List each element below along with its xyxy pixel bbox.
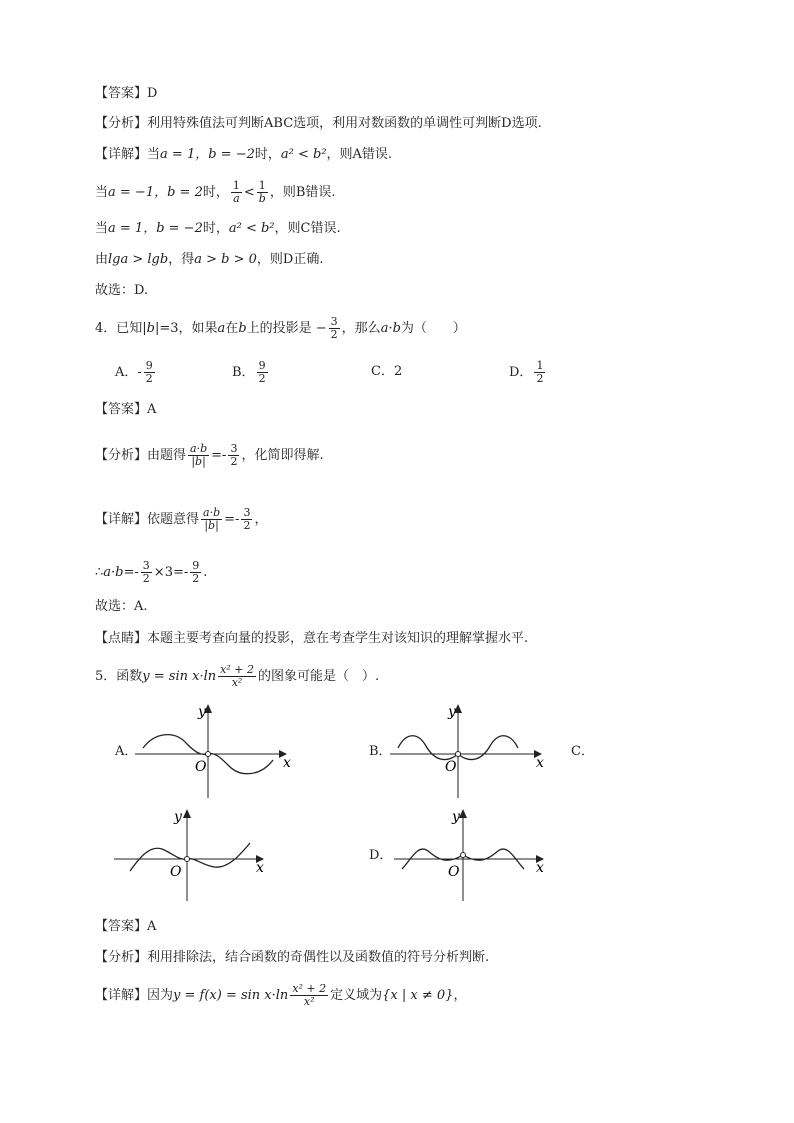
hole bbox=[456, 752, 461, 757]
graph-label-a: A． bbox=[115, 744, 138, 759]
q4-calc: ∴a·b=- $\frac{3}{2}$ ×3=- $\frac{9}{2}$ . bbox=[95, 559, 208, 585]
graph-label-c: C． bbox=[571, 744, 594, 759]
q3-detail-2: 当a = −1，b = 2时， $\frac{1}{a}$ < $\frac{1}{b}$ ，则B错误. bbox=[95, 179, 336, 205]
graph-label-b: B． bbox=[369, 744, 392, 759]
graph-c bbox=[110, 803, 270, 903]
graph-label-d: D． bbox=[369, 848, 393, 863]
q4-answer: 【答案】A bbox=[95, 402, 157, 417]
q3-detail-4: 由lga > lgb，得a > b > 0，则D正确. bbox=[95, 252, 324, 267]
q5-answer: 【答案】A bbox=[95, 919, 157, 934]
y-arrow-icon bbox=[459, 809, 467, 818]
q4-stem: 4．已知|b|=3，如果a在b上的投影是 − $\frac{3}{2}$ ，那么a·b为（ ） bbox=[95, 315, 466, 341]
x-label: x bbox=[256, 860, 264, 876]
q5-detail: 【详解】因为y = f(x) = sin x·ln $\frac{\text{x² + 2}}{\text{x²}}$ 定义域为{x | x ≠ 0}， bbox=[95, 982, 467, 1008]
y-label: y bbox=[174, 809, 182, 825]
y-label: y bbox=[448, 704, 456, 720]
q4-comment: 【点睛】本题主要考查向量的投影，意在考查学生对该知识的理解掌握水平. bbox=[95, 631, 529, 646]
hole bbox=[185, 857, 190, 862]
origin-label: O bbox=[170, 864, 182, 880]
curve bbox=[130, 843, 250, 871]
q5-analysis: 【分析】利用排除法，结合函数的奇偶性以及函数值的符号分析判断. bbox=[95, 950, 490, 965]
y-label: y bbox=[452, 809, 460, 825]
q3-analysis: 【分析】利用特殊值法可判断ABC选项，利用对数函数的单调性可判断D选项. bbox=[95, 116, 542, 131]
q3-detail-1: 【详解】当a = 1，b = −2时，a² < b²，则A错误. bbox=[95, 147, 393, 162]
origin-label: O bbox=[445, 759, 457, 775]
y-arrow-icon bbox=[183, 809, 191, 818]
q4-choice: 故选：A. bbox=[95, 599, 148, 614]
graph-a bbox=[135, 700, 295, 800]
q5-stem: 5．函数y = sin x·ln $\frac{\text{x² + 2}}{\text{x²}}$ 的图象可能是（ ）. bbox=[95, 663, 380, 689]
q4-option-d: D． $\frac{1}{2}$ bbox=[509, 359, 544, 385]
graph-b bbox=[390, 700, 550, 800]
origin-label: O bbox=[448, 864, 460, 880]
x-label: x bbox=[283, 755, 291, 771]
q4-option-c: C．2 bbox=[371, 364, 403, 379]
x-label: x bbox=[536, 755, 544, 771]
origin-label: O bbox=[195, 759, 207, 775]
hole bbox=[461, 853, 466, 858]
q3-choice: 故选：D. bbox=[95, 283, 149, 298]
hole bbox=[206, 752, 211, 757]
q3-detail-3: 当a = 1，b = −2时，a² < b²，则C错误. bbox=[95, 221, 341, 236]
q3-answer: 【答案】D bbox=[95, 86, 158, 101]
q4-analysis: 【分析】由题得 $\frac{a\cdot b}{|b|}$ =- $\frac{3}{2}$ ，化简即得解. bbox=[95, 442, 324, 468]
y-label: y bbox=[198, 704, 206, 720]
q4-option-a: A．- $\frac{9}{2}$ bbox=[115, 359, 153, 385]
x-label: x bbox=[536, 860, 544, 876]
graph-d bbox=[390, 803, 550, 903]
q4-option-b: B． $\frac{9}{2}$ bbox=[232, 359, 266, 385]
q4-detail: 【详解】依题意得 $\frac{a\cdot b}{|b|}$ =- $\frac{3}{2}$ ， bbox=[95, 506, 268, 532]
